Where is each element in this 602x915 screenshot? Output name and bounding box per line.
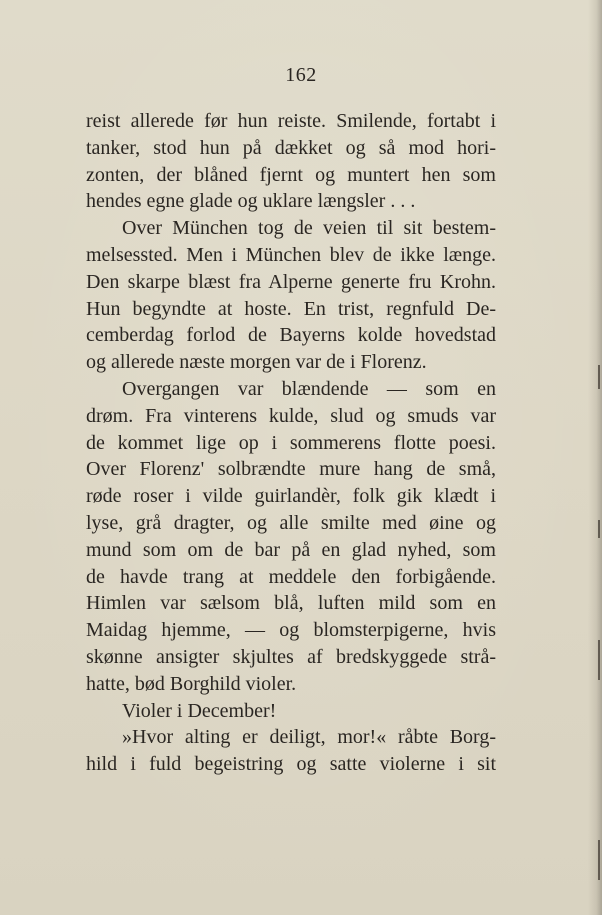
text-line: zonten, der blåned fjernt og muntert hen som bbox=[86, 163, 496, 186]
text-line: hendes egne glade og uklare længsler . . . bbox=[86, 190, 416, 213]
text-line: cemberdag forlod de Bayerns kolde hovedstad bbox=[86, 324, 496, 347]
page-edge-mark bbox=[598, 365, 600, 389]
text-line: hatte, bød Borghild violer. bbox=[86, 672, 297, 695]
page-number: 162 bbox=[285, 64, 317, 86]
text-line: Over Florenz' solbrændte mure hang de små, bbox=[86, 458, 496, 481]
text-line: Violer i December! bbox=[122, 699, 277, 722]
page-edge-mark bbox=[598, 520, 600, 538]
text-line: lyse, grå dragter, og alle smilte med øine og bbox=[86, 511, 496, 534]
page-edge-mark bbox=[598, 840, 600, 880]
text-line: melsessted. Men i München blev de ikke længe. bbox=[86, 243, 496, 266]
body-text bbox=[86, 108, 496, 778]
text-line: tanker, stod hun på dækket og så mod hori- bbox=[86, 136, 496, 159]
page-edge-shadow bbox=[588, 0, 602, 915]
text-line: de kommet lige op i sommerens flotte poesi. bbox=[86, 431, 496, 454]
text-line: de havde trang at meddele den forbigående. bbox=[86, 565, 496, 588]
text-line: Hun begyndte at hoste. En trist, regnfuld De- bbox=[86, 297, 496, 320]
text-line: og allerede næste morgen var de i Florenz. bbox=[86, 351, 427, 374]
text-line: hild i fuld begeistring og satte violerne i sit bbox=[86, 753, 496, 776]
text-line: Over München tog de veien til sit bestem- bbox=[122, 217, 496, 240]
text-line: Den skarpe blæst fra Alperne generte fru Krohn. bbox=[86, 270, 496, 293]
text-line: Maidag hjemme, — og blomsterpigerne, hvis bbox=[86, 619, 496, 642]
text-line: »Hvor alting er deiligt, mor!« råbte Borg- bbox=[122, 726, 496, 749]
page-edge-mark bbox=[598, 640, 600, 680]
text-line: røde roser i vilde guirlandèr, folk gik klædt i bbox=[86, 485, 496, 508]
text-line: Himlen var sælsom blå, luften mild som en bbox=[86, 592, 496, 615]
text-line: skønne ansigter skjultes af bredskyggede strå- bbox=[86, 645, 496, 668]
text-line: drøm. Fra vinterens kulde, slud og smuds var bbox=[86, 404, 496, 427]
text-line: Overgangen var blændende — som en bbox=[122, 377, 496, 400]
text-line: mund som om de bar på en glad nyhed, som bbox=[86, 538, 496, 561]
text-line: reist allerede før hun reiste. Smilende, fortabt i bbox=[86, 110, 496, 132]
